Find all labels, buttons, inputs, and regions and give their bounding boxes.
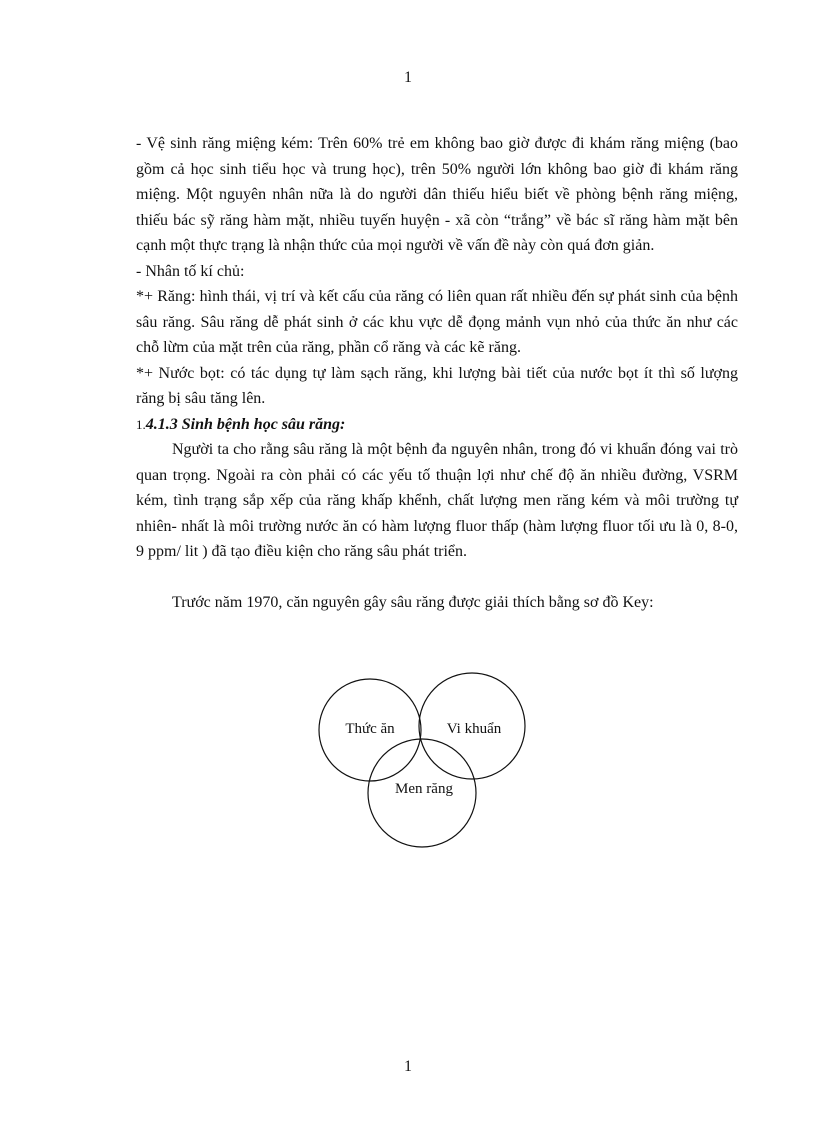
paragraph-key-diagram-intro: Trước năm 1970, căn nguyên gây sâu răng được giải thích bằng sơ đồ Key: [172,593,654,611]
label-food: Thức ăn [345,721,395,737]
paragraph-teeth: *+ Răng: hình thái, vị trí và kết cấu của răng có liên quan rất nhiều đến sự phát sinh của bệnh sâu răng. Sâu răng dễ phát sinh ở các khu vực dễ đọng mảnh vụn nhỏ của thức ăn như các chỗ lừm của mặt trên của răng, phần cổ răng và các kẽ răng. [136,288,738,356]
heading-text: 4.1.3 Sinh bệnh học sâu răng: [145,415,346,433]
header-page-number: 1 [404,69,412,86]
paragraph-pathogenesis: Người ta cho rằng sâu răng là một bệnh đa nguyên nhân, trong đó vi khuẩn đóng vai trò quan trọng. Ngoài ra còn phải có các yếu tố thuận lợi như chế độ ăn nhiều đường, VSRM kém, tình trạng sắp xếp của răng khấp khểnh, chất lượng men răng kém và môi trường tự nhiên- nhất là môi trường nước ăn có hàm lượng fluor thấp (hàm lượng fluor tối ưu là 0, 8-0, 9 ppm/ lit ) đã tạo điều kiện cho răng sâu phát triển. [136,441,738,560]
document-body [136,131,738,615]
key-venn-diagram [300,670,540,920]
paragraph-host-factor: - Nhân tố kí chủ: [136,262,245,280]
paragraph-oral-hygiene: - Vệ sinh răng miệng kém: Trên 60% trẻ em không bao giờ được đi khám răng miệng (bao gồm cả học sinh tiểu học và trung học), trên 50% người lớn không bao giờ đi khám răng miệng. Một nguyên nhân nữa là do người dân thiếu hiểu biết về phòng bệnh răng miệng, thiếu bác sỹ răng hàm mặt, nhiều tuyến huyện - xã còn “trắng” về bác sĩ răng hàm mặt bên cạnh một thực trạng là nhận thức của mọi người về vấn đề này còn quá đơn giản. [136,135,738,254]
section-heading [136,412,738,438]
footer-page-number: 1 [404,1058,412,1075]
paragraph-spacer [136,565,738,590]
paragraph-saliva: *+ Nước bọt: có tác dụng tự làm sạch răng, khi lượng bài tiết của nước bọt ít thì số lượng răng bị sâu tăng lên. [136,364,738,407]
label-bacteria: Vi khuẩn [446,721,502,737]
heading-prefix: 1. [136,416,146,432]
label-enamel: Men răng [395,781,453,797]
